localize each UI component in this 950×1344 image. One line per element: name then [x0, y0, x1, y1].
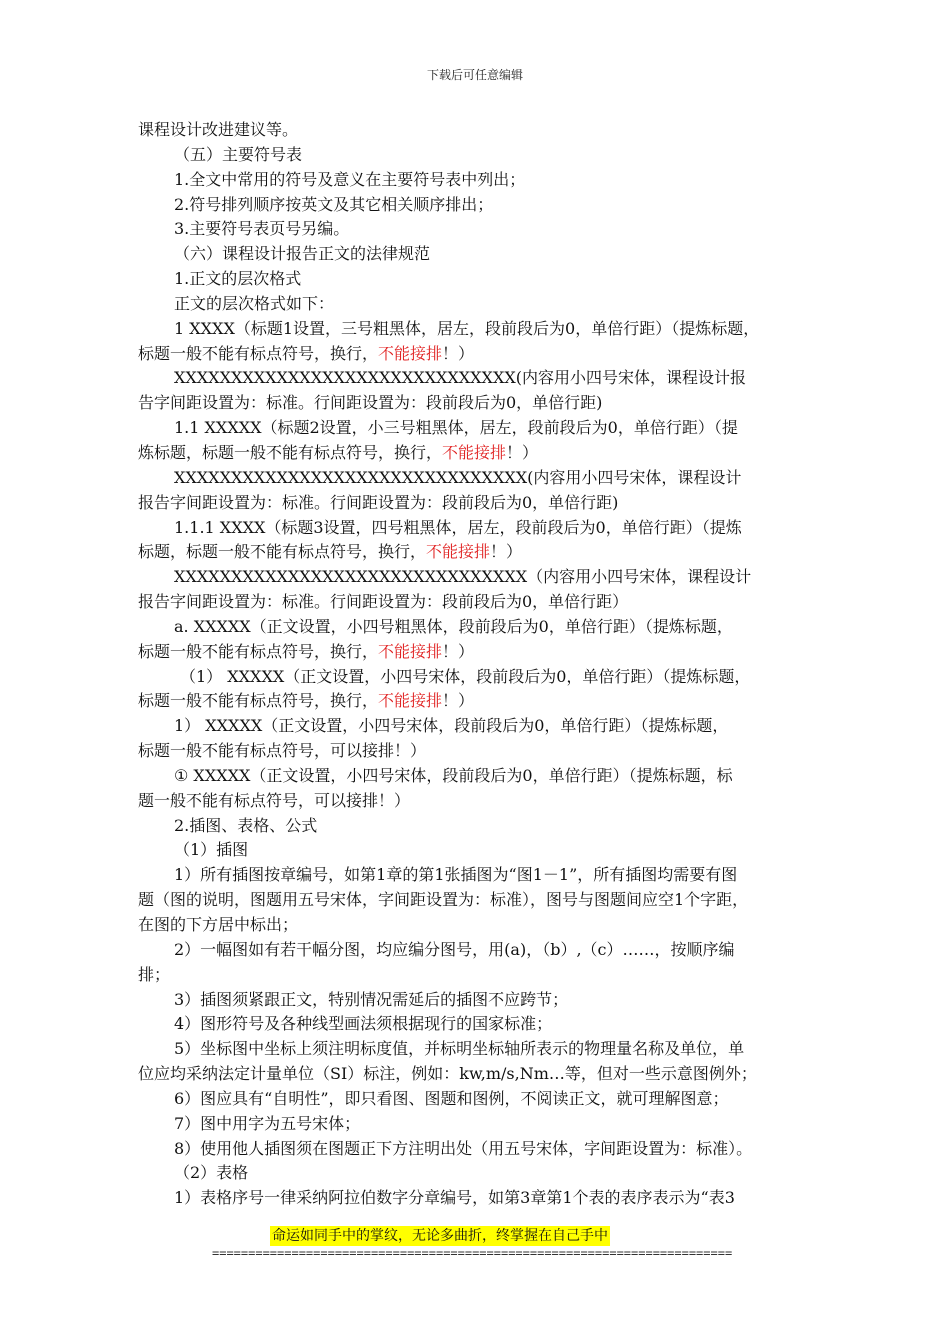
line-text: 2.符号排列顺序按英文及其它相关顺序排出； [174, 194, 494, 214]
text-line [138, 988, 868, 1013]
text-line [138, 590, 868, 615]
emphasis-text: 不能接排 [426, 542, 491, 562]
line-text: （2）表格 [174, 1163, 249, 1183]
line-text: 8）使用他人插图须在图题正下方注明出处（用五号宋体，字间距设置为：标准）。 [174, 1138, 753, 1158]
text-line [138, 1037, 868, 1062]
line-text: 排； [138, 964, 171, 984]
line-text: 2）一幅图如有若干幅分图，均应编分图号，用(a)，（b）,（c）……，按顺序编 [174, 939, 735, 959]
text-line [138, 317, 868, 342]
line-text: 1.1.1 XXXX（标题3设置，四号粗黑体，居左，段前段后为0，单倍行距）（提炼 [174, 517, 742, 537]
emphasis-text: 不能接排 [378, 343, 443, 363]
line-text: （六）课程设计报告正文的法律规范 [174, 244, 431, 264]
line-text-tail: ！） [490, 542, 523, 562]
line-text: 1.全文中常用的符号及意义在主要符号表中列出； [174, 169, 526, 189]
line-text: 报告字间距设置为：标准。行间距设置为：段前段后为0，单倍行距） [138, 592, 629, 612]
emphasis-text: 不能接排 [442, 442, 507, 462]
line-text: 6）图应具有“自明性”，即只看图、图题和图例，不阅读正文，就可理解图意； [174, 1088, 729, 1108]
line-text: 课程设计改进建议等。 [138, 120, 299, 139]
text-line [138, 665, 868, 690]
text-line [138, 963, 868, 988]
text-line [138, 441, 868, 466]
line-text: 1） XXXXX（正文设置，小四号宋体，段前段后为0，单倍行距）（提炼标题， [174, 716, 729, 736]
line-text: 位应均采纳法定计量单位（SI）标注，例如：kw,m/s,Nm…等，但对一些示意图例外； [138, 1064, 757, 1084]
line-text: 标题，标题一般不能有标点符号，换行， [138, 542, 427, 562]
text-line [138, 1012, 868, 1037]
text-line [138, 366, 868, 391]
line-text-tail: ！） [506, 442, 539, 462]
line-text: 标题一般不能有标点符号，换行， [138, 343, 379, 363]
line-text-tail: ！） [442, 641, 475, 661]
line-text: 炼标题，标题一般不能有标点符号，换行， [138, 442, 443, 462]
text-line [138, 913, 868, 938]
text-line [138, 267, 868, 292]
text-line [138, 193, 868, 218]
text-line [138, 739, 868, 764]
line-text: 标题一般不能有标点符号，可以接排！） [138, 741, 427, 761]
footer-divider: ======================================================================== [212, 1246, 733, 1260]
line-text: 1 XXXX（标题1设置，三号粗黑体，居左，段前段后为0，单倍行距）（提炼标题， [174, 318, 760, 338]
text-line [138, 342, 868, 367]
emphasis-text: 不能接排 [378, 641, 443, 661]
text-line [138, 838, 868, 863]
line-text: ① XXXXX（正文设置，小四号宋体，段前段后为0，单倍行距）（提炼标题，标 [174, 765, 733, 785]
line-text: 标题一般不能有标点符号，换行， [138, 691, 379, 711]
text-line [138, 491, 868, 516]
line-text: 在图的下方居中标出； [138, 915, 299, 934]
line-text: 正文的层次格式如下： [174, 293, 335, 313]
line-text: 4）图形符号及各种线型画法须根据现行的国家标准； [174, 1014, 553, 1034]
text-line [138, 516, 868, 541]
document-body [138, 118, 868, 1211]
line-text: （1） XXXXX（正文设置，小四号宋体，段前段后为0，单倍行距）（提炼标题， [180, 666, 751, 686]
text-line [138, 1186, 868, 1211]
text-line [138, 292, 868, 317]
line-text: 3）插图须紧跟正文，特别情况需延后的插图不应跨节； [174, 989, 569, 1009]
text-line [138, 764, 868, 789]
text-line [138, 1087, 868, 1112]
line-text: 1）表格序号一律采纳阿拉伯数字分章编号，如第3章第1个表的表序表示为“表3 [174, 1188, 735, 1208]
text-line [138, 391, 868, 416]
page-header: 下载后可任意编辑 [426, 68, 523, 82]
line-text: a. XXXXX（正文设置，小四号粗黑体，段前段后为0，单倍行距）（提炼标题， [174, 616, 733, 636]
line-text: 7）图中用字为五号宋体； [174, 1113, 361, 1133]
text-line [138, 416, 868, 441]
text-line [138, 565, 868, 590]
text-line [138, 1137, 868, 1162]
footer-quote: 命运如同手中的掌纹，无论多曲折，终掌握在自己手中 [272, 1228, 608, 1244]
text-line [138, 640, 868, 665]
text-line [138, 118, 868, 143]
text-line [138, 1062, 868, 1087]
line-text: 标题一般不能有标点符号，换行， [138, 641, 379, 661]
text-line [138, 863, 868, 888]
line-text: 5）坐标图中坐标上须注明标度值，并标明坐标轴所表示的物理量名称及单位，单 [174, 1039, 745, 1059]
line-text: XXXXXXXXXXXXXXXXXXXXXXXXXXXXXXX（内容用小四号宋体，课程设计 [174, 567, 752, 587]
text-line [138, 540, 868, 565]
line-text-tail: ！） [442, 691, 475, 711]
text-line [138, 466, 868, 491]
line-text: 3.主要符号表页号另编。 [174, 219, 350, 239]
text-line [138, 714, 868, 739]
line-text: XXXXXXXXXXXXXXXXXXXXXXXXXXXXXX(内容用小四号宋体，课程设计报 [174, 368, 746, 388]
line-text: （1）插图 [174, 840, 249, 860]
line-text: 题（图的说明，图题用五号宋体，字间距设置为：标准），图号与图题间应空1个字距， [138, 890, 749, 910]
text-line [138, 789, 868, 814]
line-text-tail: ！） [442, 343, 475, 363]
text-line [138, 1161, 868, 1186]
line-text: 报告字间距设置为：标准。行间距设置为：段前段后为0，单倍行距) [138, 492, 619, 512]
line-text: 告字间距设置为：标准。行间距设置为：段前段后为0，单倍行距) [138, 393, 603, 413]
text-line [138, 615, 868, 640]
line-text: （五）主要符号表 [174, 144, 303, 164]
text-line [138, 1112, 868, 1137]
line-text: 1.正文的层次格式 [174, 269, 302, 289]
line-text: 2.插图、表格、公式 [174, 815, 318, 835]
line-text: XXXXXXXXXXXXXXXXXXXXXXXXXXXXXXX(内容用小四号宋体，课程设计 [174, 467, 742, 487]
text-line [138, 217, 868, 242]
text-line [138, 168, 868, 193]
line-text: 题一般不能有标点符号，可以接排！） [138, 790, 411, 810]
text-line [138, 689, 868, 714]
text-line [138, 814, 868, 839]
line-text: 1.1 XXXXX（标题2设置，小三号粗黑体，居左，段前段后为0，单倍行距）（提 [174, 418, 738, 438]
text-line [138, 938, 868, 963]
text-line [138, 888, 868, 913]
emphasis-text: 不能接排 [378, 691, 443, 711]
line-text: 1）所有插图按章编号，如第1章的第1张插图为“图1－1”，所有插图均需要有图 [174, 865, 738, 885]
text-line [138, 242, 868, 267]
text-line [138, 143, 868, 168]
